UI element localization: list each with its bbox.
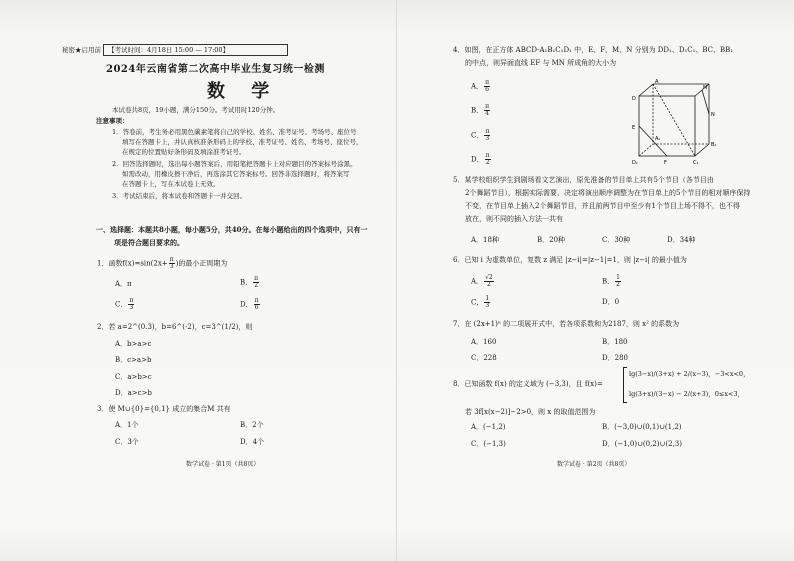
q4-option-d: D． $\frac{\pi}{2}$ [471, 152, 490, 166]
question-2-stem: 2．若 a=2^(0.3)，b=6^(-2)，c=3^(1/2)，则 [97, 323, 253, 331]
q8-option-d: D．(−1,0)∪(0,2)∪(2,3) [602, 440, 682, 448]
page-1-footer: 数学试卷 · 第1页（共8页） [186, 461, 260, 468]
note-line: 在规定的位置贴好条形码及填涂准考证号。 [122, 148, 246, 156]
note-line: 在答题卡上，写在本试卷上无效。 [122, 180, 220, 188]
cube-label-b1: B₁ [711, 142, 717, 148]
q1-option-a: A．π [115, 280, 132, 288]
cube-label-d1: D₁ [632, 160, 638, 166]
page-2 [397, 0, 794, 561]
q6-option-a: A． $\frac{√2}{2}$ [471, 274, 493, 288]
question-5-stem: 5．某学校组织学生到剧场看文艺演出，原先准备的节目单上共有5个节目（各节目由 [453, 176, 714, 184]
cube-label-c1: C₁ [693, 160, 699, 166]
q6-option-b: B． $\frac{1}{2}$ [602, 274, 620, 288]
q2-option-c: C．a>b>c [115, 373, 152, 381]
q2-option-a: A．b>a>c [115, 340, 152, 348]
q1-option-b: B． $\frac{\pi}{2}$ [240, 275, 259, 289]
q5-option-a: A．18种 [471, 236, 499, 244]
q2-option-b: B．c>a>b [115, 356, 152, 364]
question-5-stem-cont: 不变，在节目单上插入2个舞蹈节目，并且前两节目中至少有1个节目上场不得不，也不得 [465, 202, 740, 210]
cube-label-n: N [711, 112, 715, 118]
question-4-stem: 4．如图，在正方体 ABCD-A₁B₁C₁D₁ 中，E、F、M、N 分别为 DD₁、D₁C₁、BC、BB₁ [453, 46, 734, 54]
piecewise-case-2: lg(3+x)/(3−x) − 2/(x+3)，0≤x<3， [629, 390, 745, 398]
q3-option-c: C．3个 [115, 438, 139, 446]
cube-label-d: D [632, 96, 636, 102]
question-1-stem: 1．函数f(x)=sin(2x+ $\frac{\pi}{3}$ )的最小正周期为 [97, 256, 228, 270]
q6-option-d: D．0 [602, 298, 620, 306]
section1-heading-cont: 项是符合题目要求的。 [114, 238, 184, 247]
cube-label-a: A [655, 79, 659, 85]
q3-option-d: D．4个 [240, 438, 265, 446]
cube-figure [629, 76, 719, 168]
q3-option-a: A．1个 [115, 421, 139, 429]
page-2-footer: 数学试卷 · 第2页（共8页） [557, 461, 631, 468]
question-7-stem: 7．在 (2x+1)ⁿ 的二项展开式中，若各项系数和为2187，则 x² 的系数为 [453, 320, 680, 328]
q8-option-c: C．(−1,3) [471, 440, 506, 448]
q1-option-d: D． $\frac{\pi}{6}$ [240, 297, 259, 311]
note-line: 如需改动，用橡皮擦干净后，再选涂其它答案标号。回答非选择题时，将答案写 [122, 170, 350, 178]
cube-label-m: M [703, 85, 708, 91]
exam-time: 【考试时间：4月18日 15:00 — 17:00】 [108, 46, 230, 54]
q4-option-c: C． $\frac{\pi}{3}$ [471, 128, 490, 142]
q4-option-b: B． $\frac{\pi}{4}$ [471, 103, 490, 117]
q5-option-c: C．30种 [602, 236, 631, 244]
question-8-condition: 若 3f[x(x−2)]−2>0，则 x 的取值范围为 [465, 408, 596, 416]
subject-title: 数 学 [207, 81, 280, 102]
note-line: 填写在答题卡上，并认真核准条形码上的学校、准考证号、姓名、考场号、座位号， [122, 138, 363, 146]
intro-text: 本试卷共8页，19小题，满分150分。考试用时120分钟。 [112, 106, 280, 114]
q5-option-d: D．34种 [667, 236, 696, 244]
q6-option-c: C． $\frac{1}{3}$ [471, 295, 490, 309]
cube-label-f: F [664, 160, 667, 166]
q7-option-d: D．280 [602, 354, 628, 362]
note-line: 3．考试结束后，将本试卷和答题卡一并交回。 [112, 192, 247, 200]
q7-option-b: B．180 [602, 338, 628, 346]
q8-option-a: A．(−1,2) [471, 423, 506, 431]
cube-label-e: E [632, 125, 636, 131]
exam-title: 2024年云南省第二次高中毕业生复习统一检测 [106, 64, 325, 75]
question-3-stem: 3．使 M∪{0}={0,1} 成立的集合M 共有 [97, 405, 231, 413]
notes-heading: 注意事项： [96, 117, 129, 125]
q3-option-b: B．2个 [240, 421, 264, 429]
question-4-stem-cont: 的中点，则异面直线 EF 与 MN 所成角的大小为 [465, 59, 617, 67]
question-5-stem-cont: 放在，则不同的插入方法一共有 [465, 215, 563, 223]
piecewise-brace [623, 367, 627, 403]
section1-heading: 一、选择题：本题共8小题，每小题5分，共40分。在每小题给出的四个选项中，只有一 [96, 225, 368, 234]
cube-label-a1: A₁ [655, 136, 661, 142]
question-8-stem: 8．已知函数 f(x) 的定义域为 (−3,3)，且 f(x)= [453, 380, 603, 388]
q1-option-c: C． $\frac{\pi}{3}$ [115, 297, 134, 311]
q5-option-b: B．20种 [537, 236, 566, 244]
q7-option-c: C．228 [471, 354, 497, 362]
q7-option-a: A．160 [471, 338, 497, 346]
piecewise-case-1: lg(3−x)/(3+x) + 2/(x−3)，−3<x<0， [629, 370, 750, 378]
note-line: 2．回答选择题时，选出每小题答案后，用铅笔把答题卡上对应题目的答案标号涂黑。 [112, 160, 357, 168]
q4-option-a: A． $\frac{\pi}{6}$ [471, 79, 490, 93]
secret-tag: 秘密★启用前 [62, 46, 101, 54]
question-5-stem-cont: 2个舞蹈节目），根据实际需要，决定将演出顺序调整为在节目单上的5个节目的相对顺序保持 [465, 189, 751, 197]
question-6-stem: 6．已知 i 为虚数单位，复数 z 满足 |z−i|=|z−1|=1，则 |z−i| 的最小值为 [453, 256, 687, 264]
q8-option-b: B．(−3,0)∪(0,1)∪(1,2) [602, 423, 682, 431]
q2-option-d: D．a>c>b [115, 389, 152, 397]
note-line: 1．答卷前，考生务必用黑色碳素笔将自己的学校、姓名、准考证号、考场号、座位号 [112, 128, 357, 136]
